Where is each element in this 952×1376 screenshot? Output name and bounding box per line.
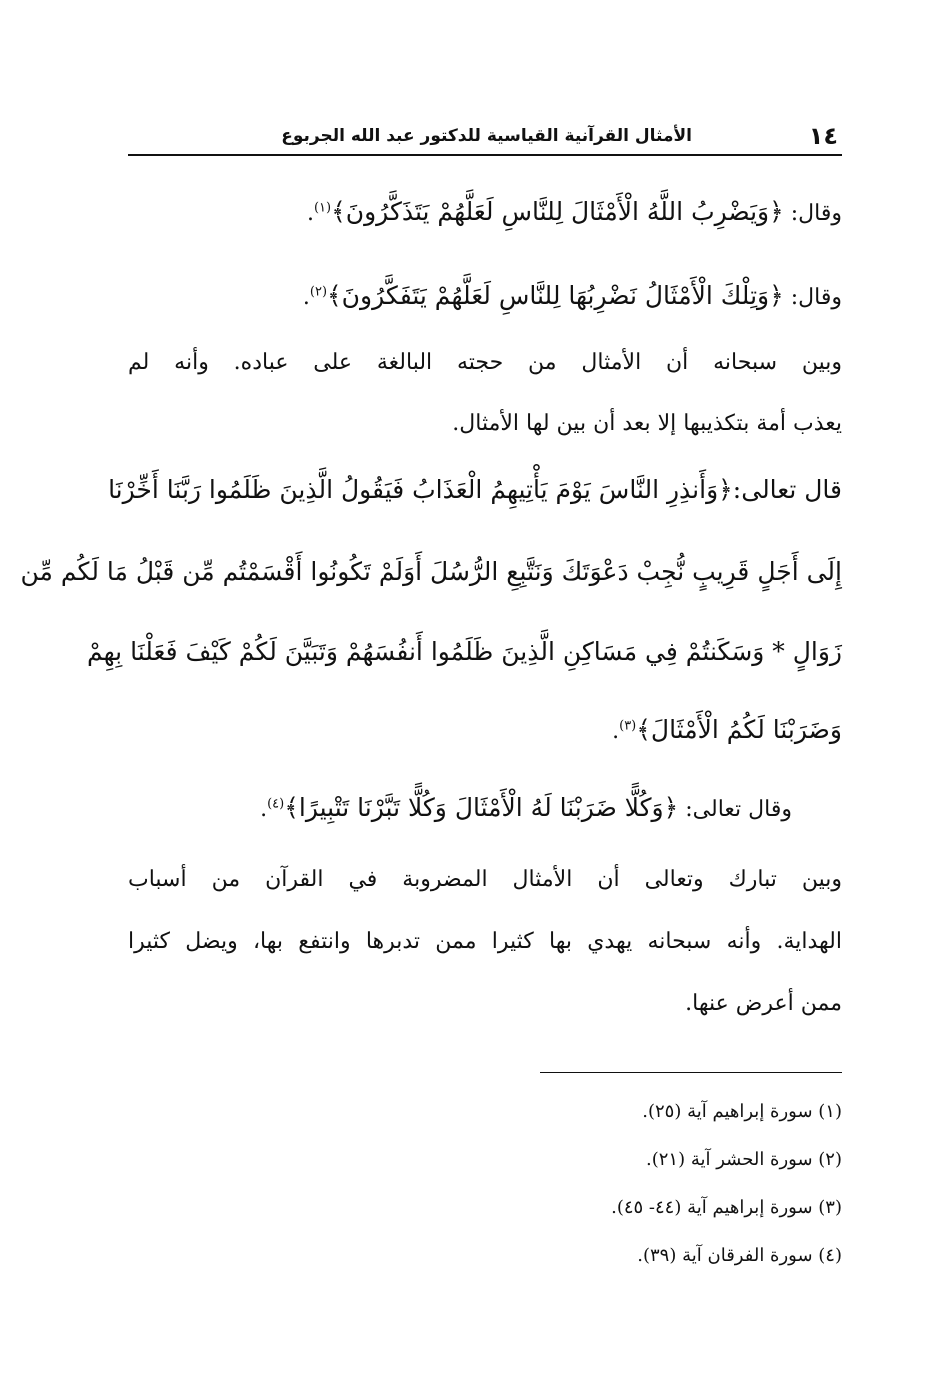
- paragraph-2-line-2: إِلَى أَجَلٍ قَرِيبٍ نُّجِبْ دَعْوَتَكَ وَنَتَّبِعِ الرُّسُلَ أَوَلَمْ تَكُونُوا أَقْسَمْتُم مِّن قَبْلُ مَا لَكُم مِّن: [20, 557, 842, 586]
- paragraph-2-line-1: قال تعالى:﴿وَأَنذِرِ النَّاسَ يَوْمَ يَأْتِيهِمُ الْعَذَابُ فَيَقُولُ الَّذِينَ ظَلَمُوا رَبَّنَا أَخِّرْنَا: [108, 475, 842, 504]
- quran-verse: ﴿وَكُلًّا ضَرَبْنَا لَهُ الْأَمْثَالَ وَكُلًّا تَبَّرْنَا تَتْبِيرًا﴾: [284, 793, 679, 822]
- paragraph-3-line-3: ممن أعرض عنها.: [685, 991, 842, 1016]
- page-number: ١٤: [808, 122, 838, 150]
- footnote-divider: [540, 1072, 842, 1073]
- footnote-2: (٢) سورة الحشر آية (٢١).: [646, 1149, 842, 1170]
- page-header: [128, 122, 842, 156]
- footnote-3: (٣) سورة إبراهيم آية (٤٤- ٤٥).: [611, 1197, 842, 1218]
- footnote-ref: (٢): [309, 284, 328, 300]
- quote-intro: وقال تعالى:: [678, 797, 792, 822]
- quote-intro: وقال:: [783, 201, 842, 226]
- paragraph-3-line-2: الهداية. وأنه سبحانه يهدي بها كثيرا ممن تدبرها وانتفع بها، ويضل كثيرا: [128, 929, 842, 954]
- quran-verse: وَضَرَبْنَا لَكُمُ الْأَمْثَالَ﴾: [636, 715, 842, 744]
- running-title: الأمثال القرآنية القياسية للدكتور عبد الله الجربوع: [281, 126, 692, 146]
- quote-line-2: [303, 281, 842, 310]
- quote-intro: وقال:: [783, 285, 842, 310]
- paragraph-1-line-2: يعذب أمة بتكذيبها إلا بعد أن بين لها الأمثال.: [452, 411, 842, 436]
- paragraph-2-line-4: [612, 715, 842, 744]
- period: .: [612, 719, 620, 744]
- period: .: [306, 201, 314, 226]
- footnote-1: (١) سورة إبراهيم آية (٢٥).: [642, 1101, 842, 1122]
- period: .: [302, 285, 310, 310]
- paragraph-1-line-1: وبين سبحانه أن الأمثال من حجته البالغة على عباده. وأنه لم: [128, 350, 842, 375]
- footnote-ref: (٣): [619, 718, 637, 734]
- paragraph-2-line-3: زَوَالٍ * وَسَكَنتُمْ فِي مَسَاكِنِ الَّذِينَ ظَلَمُوا أَنفُسَهُمْ وَتَبَيَّنَ لَكُمْ كَيْفَ فَعَلْنَا بِهِمْ: [87, 637, 842, 666]
- quote-line-3: [260, 793, 792, 822]
- footnote-ref: (١): [313, 200, 332, 216]
- footnotes: [442, 1098, 842, 1290]
- paragraph-3-line-1: وبين تبارك وتعالى أن الأمثال المضروبة في القرآن من أسباب: [128, 867, 842, 892]
- quote-line-1: [307, 197, 842, 226]
- quran-verse: ﴿وَتِلْكَ الْأَمْثَالُ نَضْرِبُهَا لِلنَّاسِ لَعَلَّهُمْ يَتَفَكَّرُونَ﴾: [327, 281, 784, 310]
- period: .: [260, 797, 268, 822]
- footnote-4: (٤) سورة الفرقان آية (٣٩).: [637, 1245, 842, 1266]
- footnote-ref: (٤): [267, 796, 285, 812]
- quran-verse: ﴿وَيَضْرِبُ اللَّهُ الْأَمْثَالَ لِلنَّاسِ لَعَلَّهُمْ يَتَذَكَّرُونَ﴾: [331, 197, 784, 226]
